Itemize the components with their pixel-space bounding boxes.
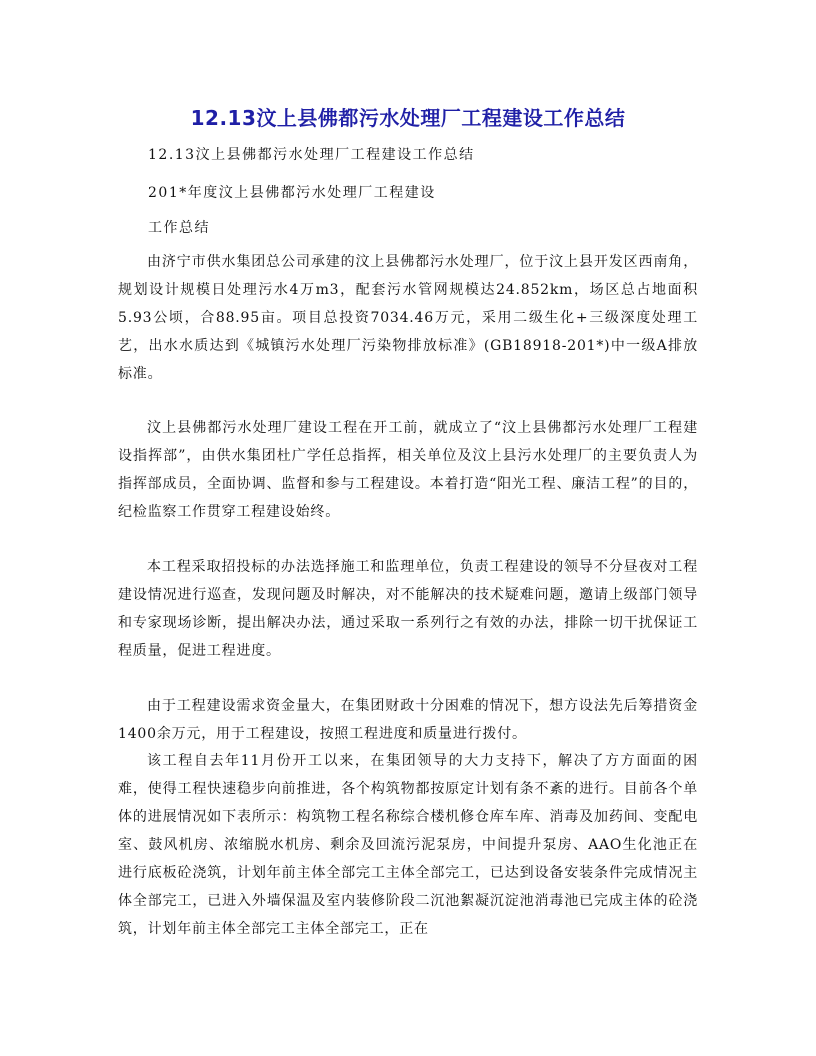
subtitle-line-3: 工作总结 xyxy=(148,220,210,236)
paragraph-4: 由于工程建设需求资金量大，在集团财政十分困难的情况下，想方设法先后筹措资金1400余万元，用于工程建设，按照工程进度和质量进行拨付。 xyxy=(118,698,698,742)
paragraph-2: 汶上县佛都污水处理厂建设工程在开工前，就成立了“汶上县佛都污水处理厂工程建设指挥部”，由供水集团杜广学任总指挥，相关单位及汶上县污水处理厂的主要负责人为指挥部成员，全面协调、监督和参与工程建设。本着打造“阳光工程、廉洁工程”的目的，纪检监察工作贯穿工程建设始终。 xyxy=(118,420,698,520)
paragraph-5: 该工程自去年11月份开工以来，在集团领导的大力支持下，解决了方方面面的困难，使得工程快速稳步向前推进，各个构筑物都按原定计划有条不紊的进行。目前各个单体的进展情况如下表所示：构筑物工程名称综合楼机修仓库车库、消毒及加药间、变配电室、鼓风机房、浓缩脱水机房、剩余及回流污泥泵房，中间提升泵房、AAO生化池正在进行底板砼浇筑，计划年前主体全部完工主体全部完工，已达到设备安装条件完成情况主体全部完工，已进入外墙保温及室内装修阶段二沉池絮凝沉淀池消毒池已完成主体的砼浇筑，计划年前主体全部完工主体全部完工，正在 xyxy=(118,753,698,937)
subtitle-line-2: 201*年度汶上县佛都污水处理厂工程建设 xyxy=(148,185,436,201)
document-title: 12.13汶上县佛都污水处理厂工程建设工作总结 xyxy=(190,106,626,130)
paragraph-1: 由济宁市供水集团总公司承建的汶上县佛都污水处理厂，位于汶上县开发区西南角，规划设计规模日处理污水4万m3，配套污水管网规模达24.852km，场区总占地面积5.93公顷，合88.95亩。项目总投资7034.46万元，采用二级生化+三级深度处理工艺，出水水质达到《城镇污水处理厂污染物排放标准》(GB18918-201*)中一级A排放标准。 xyxy=(118,254,698,382)
paragraph-3: 本工程采取招投标的办法选择施工和监理单位，负责工程建设的领导不分昼夜对工程建设情况进行巡查，发现问题及时解决，对不能解决的技术疑难问题，邀请上级部门领导和专家现场诊断，提出解决办法，通过采取一系列行之有效的办法，排除一切干扰保证工程质量，促进工程进度。 xyxy=(118,559,698,659)
subtitle-line-1: 12.13汶上县佛都污水处理厂工程建设工作总结 xyxy=(148,147,475,163)
